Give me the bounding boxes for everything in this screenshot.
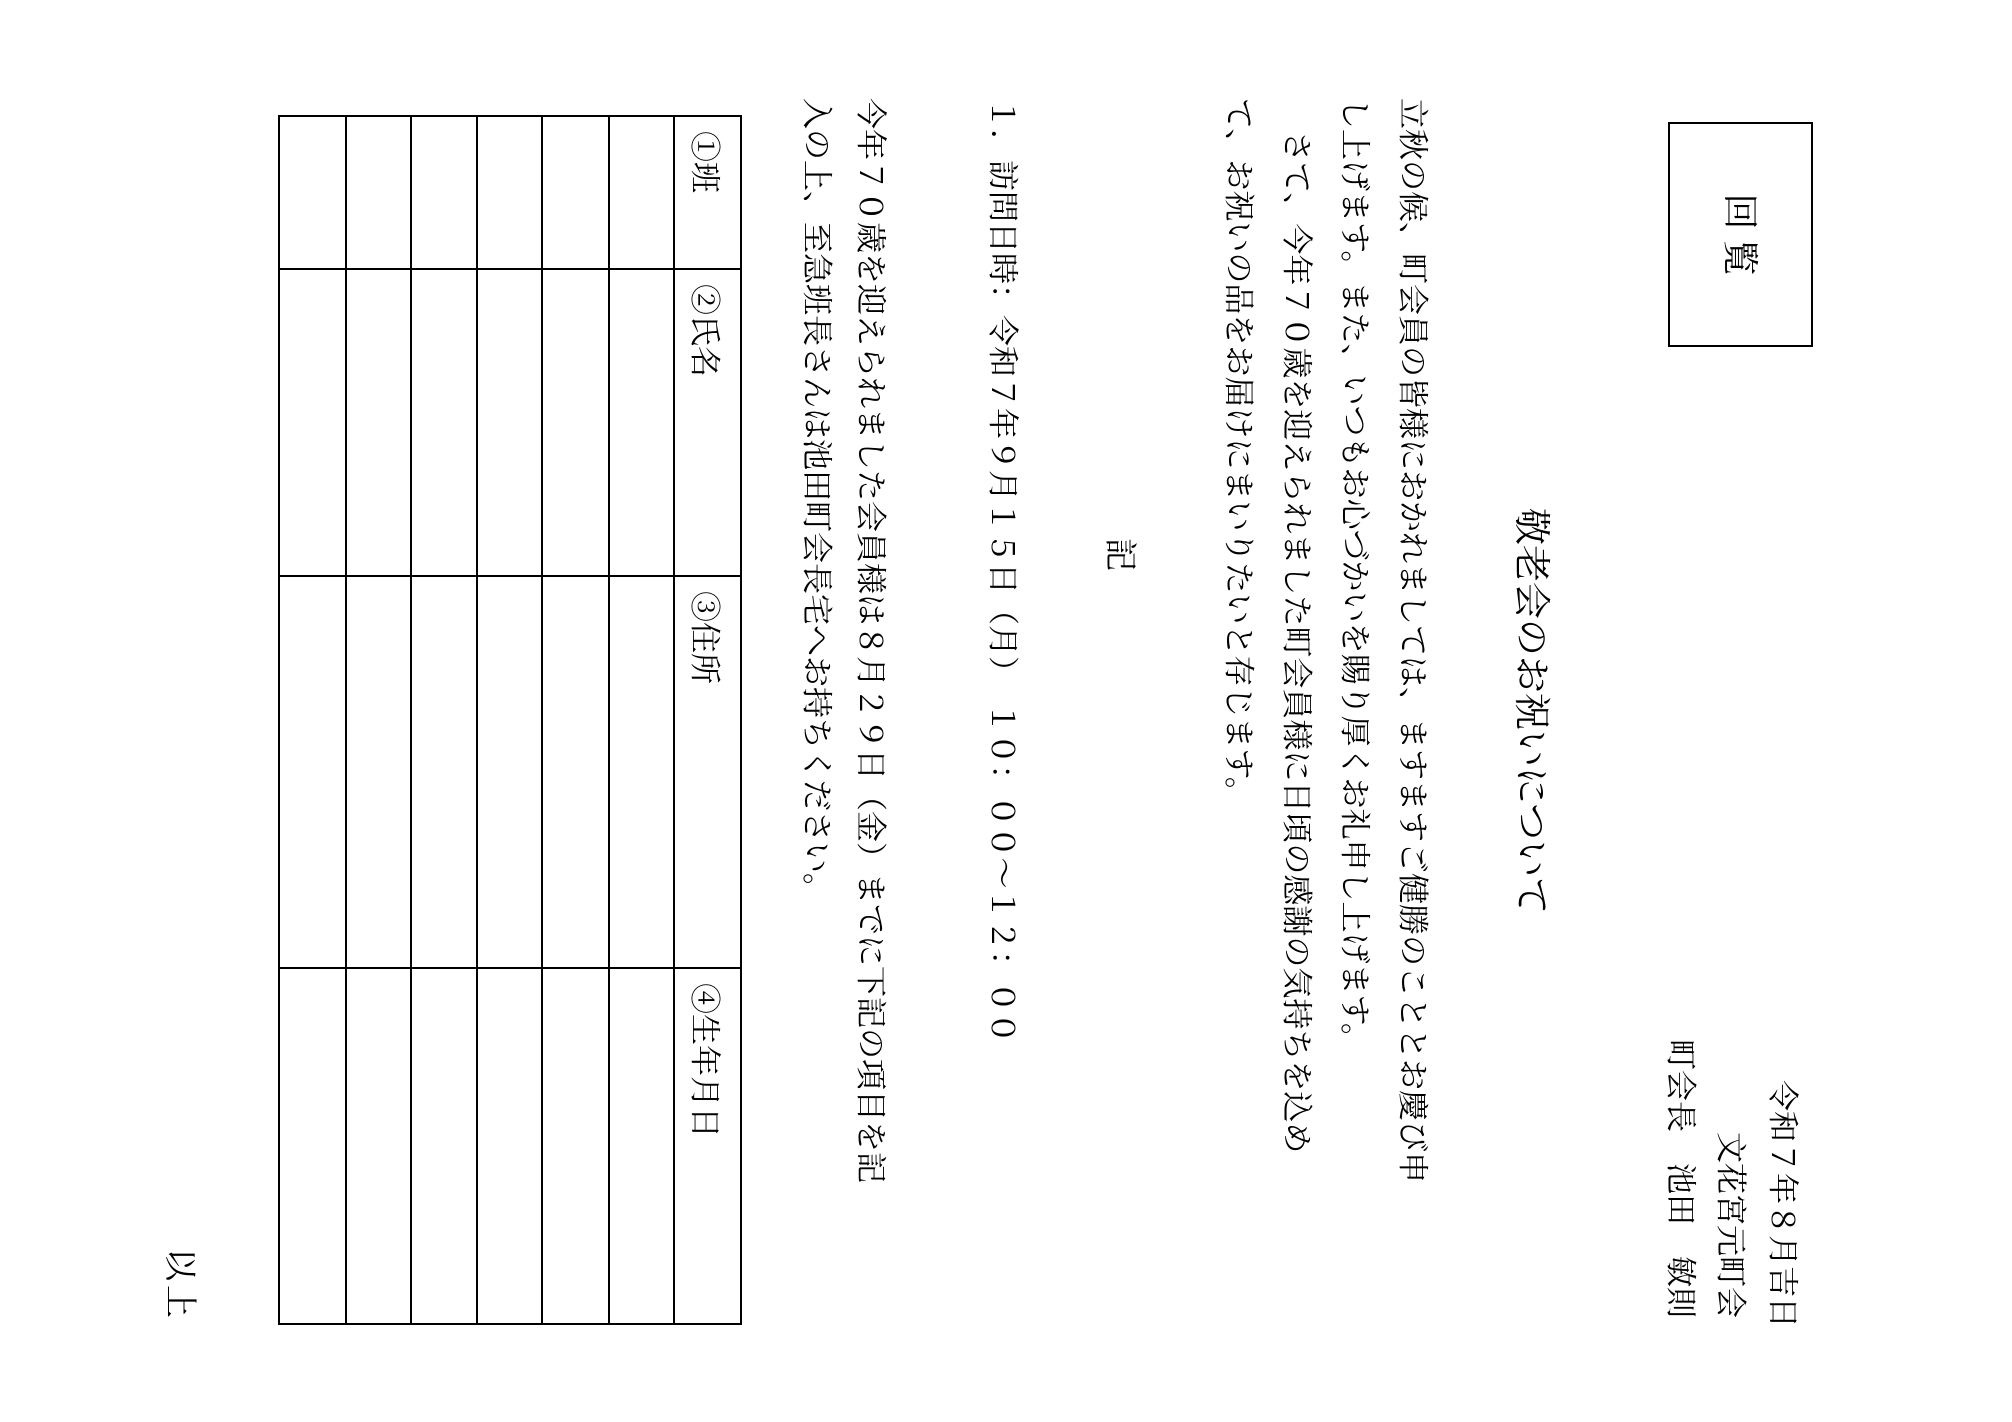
- table-empty-cell: [609, 576, 674, 968]
- table-empty-cell: [542, 116, 609, 269]
- table-header-birthdate: ④生年月日: [674, 968, 741, 1324]
- table-header-han: ①班: [674, 116, 741, 269]
- table-empty-cell: [279, 968, 346, 1324]
- table-empty-cell: [609, 116, 674, 269]
- table-empty-cell: [542, 269, 609, 576]
- table-empty-cell: [542, 968, 609, 1324]
- member-entry-table: [278, 115, 742, 1325]
- instruction-line2: 入の上、至急班長さんは池田町会長宅へお持ちください。: [799, 98, 834, 904]
- table-empty-cell: [411, 269, 477, 576]
- table-row: [477, 116, 542, 1324]
- body-paragraph1-line2: し上げます。また、いつもお心づかいを賜り厚くお礼申し上げます。: [1337, 98, 1372, 1055]
- table-row: [609, 116, 674, 1324]
- table-empty-cell: [542, 576, 609, 968]
- table-header-name: ②氏名: [674, 269, 741, 576]
- date-line: 令和７年８月吉日: [1765, 1080, 1800, 1328]
- notice-marker-ki: 記: [1101, 538, 1137, 571]
- table-empty-cell: [477, 116, 542, 269]
- table-empty-cell: [279, 576, 346, 968]
- table-row: [411, 116, 477, 1324]
- sender-chairman-name: 町会長 池田 敏則: [1663, 1039, 1698, 1318]
- table-empty-cell: [346, 576, 411, 968]
- table-empty-cell: [477, 576, 542, 968]
- table-row: [542, 116, 609, 1324]
- table-empty-cell: [411, 968, 477, 1324]
- document-title: 敬老会のお祝いについて: [1510, 507, 1551, 915]
- table-empty-rows: [279, 116, 674, 1324]
- body-paragraph2-line2: て、お祝いの品をお届けにまいりたいと存じます。: [1221, 98, 1256, 808]
- closing-ijou: 以上: [161, 1248, 197, 1322]
- instruction-line1: 今年７０歳を迎えられました会員様は８月２９日（金）までに下記の項目を記: [853, 98, 888, 1183]
- table-header-address: ③住所: [674, 576, 741, 968]
- table-empty-cell: [609, 968, 674, 1324]
- circulation-stamp-box: [1668, 122, 1813, 347]
- table-empty-cell: [346, 968, 411, 1324]
- table-empty-cell: [346, 269, 411, 576]
- body-paragraph1-line1: 立秋の候、町会員の皆様におかれましては、ますますご健勝のこととお慶び申: [1395, 98, 1430, 1183]
- circulation-stamp-label: 回覧: [1720, 193, 1761, 286]
- table-row: [346, 116, 411, 1324]
- table-empty-cell: [279, 269, 346, 576]
- table-empty-cell: [411, 116, 477, 269]
- table-empty-cell: [279, 116, 346, 269]
- visit-datetime-item: １．訪問日時：令和７年９月１５日（月） １０：００～１２：００: [985, 98, 1020, 1044]
- table-row: [279, 116, 346, 1324]
- table-empty-cell: [346, 116, 411, 269]
- body-paragraph2-line1: さて、今年７０歳を迎えられました町会員様に日頃の感謝の気持ちを込め: [1279, 131, 1314, 1154]
- sender-organization: 文花宮元町会: [1713, 1132, 1748, 1318]
- table-empty-cell: [609, 269, 674, 576]
- table-empty-cell: [477, 968, 542, 1324]
- table-header-row: [674, 116, 741, 1324]
- table-empty-cell: [477, 269, 542, 576]
- table-empty-cell: [411, 576, 477, 968]
